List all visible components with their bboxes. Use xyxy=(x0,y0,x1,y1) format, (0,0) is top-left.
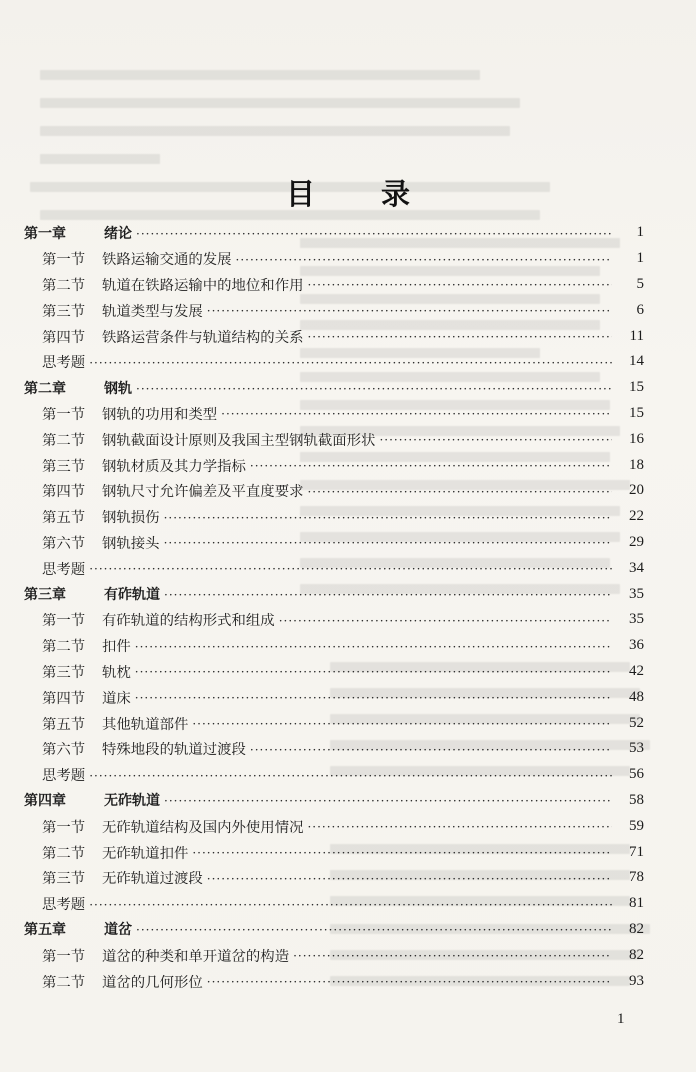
toc-chapter-row xyxy=(24,375,644,401)
toc-section-row xyxy=(24,426,644,452)
toc-section-row xyxy=(24,659,644,685)
toc-entry-title: 有砟轨道的结构形式和组成 xyxy=(102,613,275,630)
toc-chapter-row xyxy=(24,581,644,607)
dot-leader xyxy=(164,794,612,808)
toc-exercise-row xyxy=(24,762,644,788)
toc-section-row xyxy=(24,452,644,478)
toc-entry-number: 第六节 xyxy=(42,742,86,759)
dot-leader xyxy=(207,872,612,886)
toc-entry-number: 第四节 xyxy=(42,329,86,346)
dot-leader xyxy=(136,227,612,241)
toc-entry-page: 58 xyxy=(629,791,644,808)
toc-entry-number: 第三节 xyxy=(42,664,86,681)
toc-entry-number: 第六节 xyxy=(42,535,86,552)
toc-section-row xyxy=(24,401,644,427)
toc-entry-title: 有砟轨道 xyxy=(104,587,160,604)
toc-entry-page: 18 xyxy=(629,456,644,473)
toc-section-row xyxy=(24,607,644,633)
toc-entry-page: 11 xyxy=(629,327,644,344)
toc-entry-title: 无砟轨道过渡段 xyxy=(102,871,203,888)
toc-entry-number: 第三章 xyxy=(24,587,66,604)
toc-entry-title: 轨道在铁路运输中的地位和作用 xyxy=(102,277,304,294)
toc-section-row xyxy=(24,710,644,736)
toc-entry-title: 轨枕 xyxy=(102,664,131,681)
dot-leader xyxy=(89,562,612,576)
toc-entry-number: 第一节 xyxy=(42,252,86,269)
toc-exercise-row xyxy=(24,555,644,581)
toc-entry-number: 第二章 xyxy=(24,380,66,397)
toc-section-row xyxy=(24,942,644,968)
toc-entry-page: 36 xyxy=(629,637,644,654)
toc-entry-title: 铁路运输交通的发展 xyxy=(102,252,232,269)
toc-entry-number: 第三节 xyxy=(42,458,86,475)
toc-entry-page: 35 xyxy=(629,611,644,628)
toc-entry-number: 第二节 xyxy=(42,432,86,449)
toc-entry-page: 14 xyxy=(629,353,644,370)
toc-section-row xyxy=(24,736,644,762)
dot-leader xyxy=(207,975,612,989)
toc-entry-title: 绪论 xyxy=(104,225,132,242)
toc-entry-title: 钢轨 xyxy=(104,380,132,397)
toc-section-row xyxy=(24,633,644,659)
toc-section-row xyxy=(24,478,644,504)
toc-entry-number: 第五节 xyxy=(42,716,86,733)
toc-entry-page: 53 xyxy=(629,740,644,757)
dot-leader xyxy=(207,304,612,318)
toc-section-row xyxy=(24,865,644,891)
dot-leader xyxy=(164,536,612,550)
toc-entry-title: 铁路运营条件与轨道结构的关系 xyxy=(102,329,304,346)
toc-entry-title: 扣件 xyxy=(102,639,131,656)
toc-entry-page: 78 xyxy=(629,869,644,886)
dot-leader xyxy=(164,511,612,525)
dot-leader xyxy=(164,588,612,602)
toc-entry-page: 59 xyxy=(629,817,644,834)
toc-entry-page: 82 xyxy=(629,946,644,963)
toc-entry-title: 思考题 xyxy=(42,355,86,372)
toc-section-row xyxy=(24,839,644,865)
toc-entry-page: 42 xyxy=(629,662,644,679)
toc-entry-page: 22 xyxy=(629,508,644,525)
toc-entry-title: 道岔的种类和单开道岔的构造 xyxy=(102,948,290,965)
toc-section-row xyxy=(24,813,644,839)
toc-entry-page: 52 xyxy=(629,714,644,731)
dot-leader xyxy=(379,433,612,447)
toc-entry-page: 1 xyxy=(636,250,644,267)
toc-section-row xyxy=(24,968,644,994)
toc-entry-number: 第一节 xyxy=(42,613,86,630)
dot-leader xyxy=(192,717,612,731)
toc-entry-page: 82 xyxy=(629,920,644,937)
toc-section-row xyxy=(24,272,644,298)
dot-leader xyxy=(250,743,612,757)
toc-entry-title: 无砟轨道扣件 xyxy=(102,845,189,862)
toc-entry-title: 钢轨的功用和类型 xyxy=(102,406,218,423)
toc-entry-title: 轨道类型与发展 xyxy=(102,303,203,320)
toc-entry-number: 第三节 xyxy=(42,303,86,320)
toc-section-row xyxy=(24,684,644,710)
dot-leader xyxy=(250,459,612,473)
toc-entry-title: 道床 xyxy=(102,690,131,707)
toc-entry-title: 特殊地段的轨道过渡段 xyxy=(102,742,246,759)
toc-entry-page: 6 xyxy=(636,301,644,318)
dot-leader xyxy=(192,846,612,860)
toc-entry-number: 第一节 xyxy=(42,948,86,965)
dot-leader xyxy=(307,278,612,292)
toc-entry-title: 无砟轨道结构及国内外使用情况 xyxy=(102,819,304,836)
dot-leader xyxy=(279,614,612,628)
toc-entry-page: 56 xyxy=(629,766,644,783)
toc-entry-page: 81 xyxy=(629,895,644,912)
toc-entry-page: 71 xyxy=(629,843,644,860)
dot-leader xyxy=(135,640,612,654)
toc-entry-title: 钢轨损伤 xyxy=(102,510,160,527)
page-title: 目 录 xyxy=(285,177,439,211)
dot-leader xyxy=(89,356,612,370)
toc-entry-page: 15 xyxy=(629,379,644,396)
toc-entry-number: 第一章 xyxy=(24,225,66,242)
toc-entry-page: 1 xyxy=(636,224,644,241)
toc-section-row xyxy=(24,530,644,556)
toc-entry-page: 20 xyxy=(629,482,644,499)
toc-entry-number: 第四节 xyxy=(42,484,86,501)
toc-chapter-row xyxy=(24,220,644,246)
toc-entry-page: 48 xyxy=(629,688,644,705)
dot-leader xyxy=(293,949,612,963)
toc-entry-number: 第一节 xyxy=(42,819,86,836)
toc-entry-title: 钢轨截面设计原则及我国主型钢轨截面形状 xyxy=(102,432,376,449)
toc-entry-number: 第二节 xyxy=(42,639,86,656)
toc-entry-page: 16 xyxy=(629,430,644,447)
dot-leader xyxy=(135,691,612,705)
toc-entry-title: 思考题 xyxy=(42,768,86,785)
toc-entry-number: 第五节 xyxy=(42,510,86,527)
dot-leader xyxy=(221,407,612,421)
toc-entry-number: 第一节 xyxy=(42,406,86,423)
dot-leader xyxy=(236,253,612,267)
toc-entry-page: 34 xyxy=(629,559,644,576)
dot-leader xyxy=(135,665,612,679)
dot-leader xyxy=(307,330,612,344)
toc-entry-page: 5 xyxy=(636,275,644,292)
toc-entry-number: 第四章 xyxy=(24,793,66,810)
toc-entry-page: 35 xyxy=(629,585,644,602)
dot-leader xyxy=(136,923,612,937)
toc-entry-title: 思考题 xyxy=(42,561,86,578)
toc-entry-page: 29 xyxy=(629,533,644,550)
dot-leader xyxy=(136,382,612,396)
toc-section-row xyxy=(24,297,644,323)
toc-entry-title: 道岔的几何形位 xyxy=(102,974,203,991)
toc-entry-title: 钢轨尺寸允许偏差及平直度要求 xyxy=(102,484,304,501)
toc-entry-page: 93 xyxy=(629,972,644,989)
dot-leader xyxy=(89,898,612,912)
toc-exercise-row xyxy=(24,349,644,375)
dot-leader xyxy=(307,485,612,499)
toc-section-row xyxy=(24,504,644,530)
toc-entry-number: 第二节 xyxy=(42,277,86,294)
toc-entry-number: 第二节 xyxy=(42,974,86,991)
toc-entry-title: 思考题 xyxy=(42,897,86,914)
dot-leader xyxy=(89,769,612,783)
toc-entry-number: 第四节 xyxy=(42,690,86,707)
toc-entry-number: 第二节 xyxy=(42,845,86,862)
toc-entry-title: 钢轨接头 xyxy=(102,535,160,552)
toc-entry-title: 钢轨材质及其力学指标 xyxy=(102,458,246,475)
toc-chapter-row xyxy=(24,788,644,814)
toc-entry-page: 15 xyxy=(629,404,644,421)
dot-leader xyxy=(307,820,612,834)
toc-entry-title: 其他轨道部件 xyxy=(102,716,189,733)
table-of-contents xyxy=(24,220,644,994)
toc-entry-title: 道岔 xyxy=(104,922,132,939)
toc-section-row xyxy=(24,246,644,272)
toc-entry-number: 第五章 xyxy=(24,922,66,939)
page-number: 1 xyxy=(617,1011,625,1027)
toc-chapter-row xyxy=(24,917,644,943)
toc-entry-title: 无砟轨道 xyxy=(104,793,160,810)
toc-exercise-row xyxy=(24,891,644,917)
toc-entry-number: 第三节 xyxy=(42,871,86,888)
toc-section-row xyxy=(24,323,644,349)
